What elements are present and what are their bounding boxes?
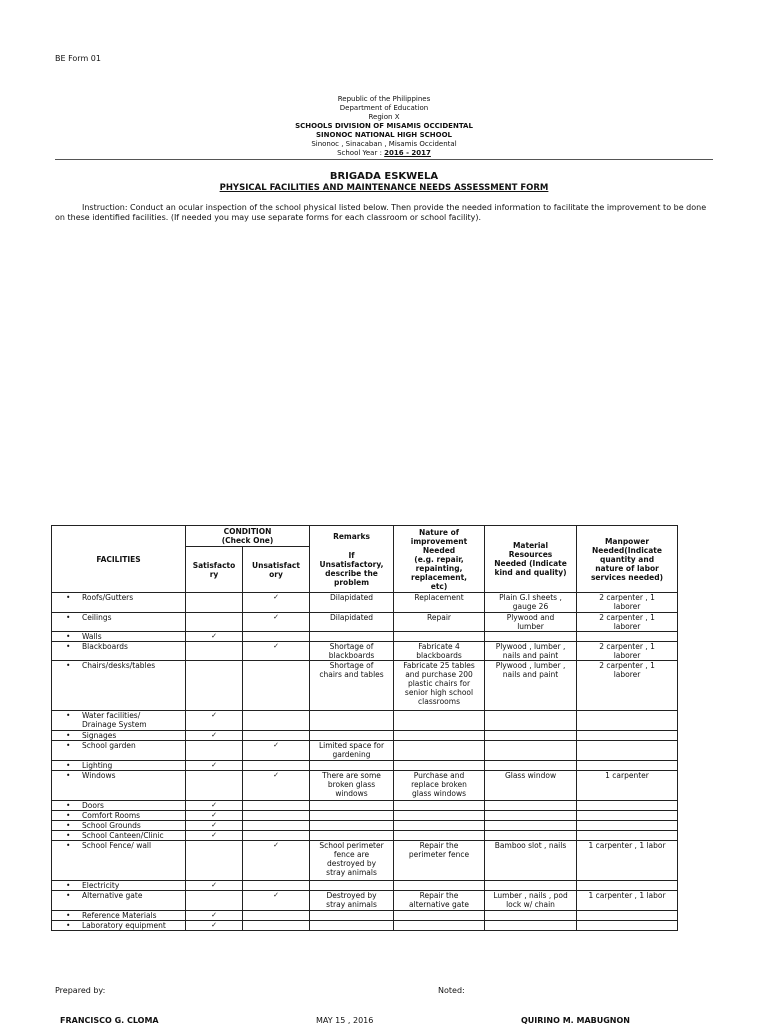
material-cell: Plain G.I sheets , gauge 26	[485, 593, 577, 613]
satisfactory-cell	[186, 891, 243, 911]
facility-label: Laboratory equipment	[82, 921, 166, 930]
unsatisfactory-cell	[243, 821, 310, 831]
material-cell	[485, 811, 577, 821]
facility-label: Windows	[82, 771, 116, 780]
table-row	[52, 921, 678, 931]
table-row	[52, 741, 678, 761]
table-row	[52, 811, 678, 821]
unsatisfactory-cell: ✓	[243, 613, 310, 632]
satisfactory-cell: ✓	[186, 921, 243, 931]
satisfactory-cell: ✓	[186, 811, 243, 821]
facility-cell	[52, 593, 186, 613]
table-row	[52, 881, 678, 891]
nature-cell	[394, 831, 485, 841]
facility-label: Electricity	[82, 881, 120, 890]
remarks-cell: Destroyed by stray animals	[310, 891, 394, 911]
bullet-icon: •	[66, 661, 71, 670]
material-cell	[485, 831, 577, 841]
manpower-cell: 2 carpenter , 1 laborer	[577, 642, 678, 661]
manpower-cell	[577, 761, 678, 771]
facility-cell	[52, 881, 186, 891]
remarks-cell	[310, 711, 394, 731]
unsatisfactory-cell	[243, 811, 310, 821]
material-cell: Plywood , lumber , nails and paint	[485, 661, 577, 711]
unsatisfactory-cell	[243, 761, 310, 771]
facility-label: Lighting	[82, 761, 113, 770]
material-cell	[485, 801, 577, 811]
remarks-cell: There are some broken glass windows	[310, 771, 394, 801]
remarks-cell: Dilapidated	[310, 613, 394, 632]
remarks-cell	[310, 821, 394, 831]
bullet-icon: •	[66, 891, 71, 900]
manpower-cell	[577, 921, 678, 931]
facility-cell	[52, 613, 186, 632]
bullet-icon: •	[66, 632, 71, 641]
letterhead-address: Sinonoc , Sinacaban , Misamis Occidental	[311, 140, 457, 148]
facility-label: Blackboards	[82, 642, 128, 651]
facility-cell	[52, 841, 186, 881]
satisfactory-cell	[186, 593, 243, 613]
satisfactory-cell: ✓	[186, 711, 243, 731]
satisfactory-cell	[186, 841, 243, 881]
bullet-icon: •	[66, 841, 71, 850]
satisfactory-cell	[186, 642, 243, 661]
bullet-icon: •	[66, 821, 71, 830]
facility-cell	[52, 911, 186, 921]
manpower-cell	[577, 801, 678, 811]
remarks-cell	[310, 761, 394, 771]
facility-label: School garden	[82, 741, 136, 750]
bullet-icon: •	[66, 593, 71, 602]
bullet-icon: •	[66, 642, 71, 651]
table-row	[52, 711, 678, 731]
remarks-cell: Shortage of chairs and tables	[310, 661, 394, 711]
letterhead-region: Region X	[368, 113, 400, 121]
unsatisfactory-cell: ✓	[243, 891, 310, 911]
facility-cell	[52, 821, 186, 831]
satisfactory-cell: ✓	[186, 911, 243, 921]
manpower-cell: 2 carpenter , 1 laborer	[577, 661, 678, 711]
bullet-icon: •	[66, 811, 71, 820]
remarks-cell	[310, 801, 394, 811]
nature-cell	[394, 711, 485, 731]
school-year-value: 2016 - 2017	[384, 149, 431, 157]
bullet-icon: •	[66, 801, 71, 810]
remarks-cell	[310, 731, 394, 741]
nature-cell: Repair the perimeter fence	[394, 841, 485, 881]
facility-cell	[52, 891, 186, 911]
table-row	[52, 801, 678, 811]
facility-label: School Canteen/Clinic	[82, 831, 164, 840]
form-subtitle: PHYSICAL FACILITIES AND MAINTENANCE NEEDS ASSESSMENT FORM	[219, 183, 549, 193]
school-year-label: School Year :	[337, 149, 382, 157]
satisfactory-cell: ✓	[186, 761, 243, 771]
instruction-body: Instruction: Conduct an ocular inspection of the school physical listed below. Then provide the needed information to facilitate the improvement to be done on these identified facilities. (If needed you may use separate forms for each classroom or school facility).	[55, 203, 707, 222]
header-condition: CONDITION (Check One)	[186, 526, 310, 547]
table-row	[52, 613, 678, 632]
remarks-cell: Shortage of blackboards	[310, 642, 394, 661]
prepared-date: MAY 15 , 2016	[316, 1016, 374, 1025]
remarks-cell	[310, 911, 394, 921]
header-satisfactory: Satisfacto ry	[186, 547, 243, 593]
table-row	[52, 761, 678, 771]
bullet-icon: •	[66, 771, 71, 780]
material-cell	[485, 921, 577, 931]
table-row	[52, 661, 678, 711]
satisfactory-cell: ✓	[186, 821, 243, 831]
preparer-name: FRANCISCO G. CLOMA	[60, 1016, 159, 1025]
satisfactory-cell: ✓	[186, 801, 243, 811]
nature-cell	[394, 821, 485, 831]
form-title: BRIGADA ESKWELA	[329, 171, 439, 182]
letterhead-department: Department of Education	[339, 104, 429, 112]
header-material: Material Resources Needed (Indicate kind and quality)	[485, 526, 577, 593]
material-cell	[485, 741, 577, 761]
letterhead	[0, 95, 768, 158]
satisfactory-cell	[186, 661, 243, 711]
material-cell	[485, 821, 577, 831]
bullet-icon: •	[66, 911, 71, 920]
facility-cell	[52, 771, 186, 801]
material-cell: Lumber , nails , pod lock w/ chain	[485, 891, 577, 911]
satisfactory-cell	[186, 613, 243, 632]
noted-label: Noted:	[438, 986, 465, 995]
header-manpower: Manpower Needed(Indicate quantity and nature of labor services needed)	[577, 526, 678, 593]
remarks-cell	[310, 831, 394, 841]
nature-cell	[394, 632, 485, 642]
unsatisfactory-cell	[243, 731, 310, 741]
header-unsatisfactory: Unsatisfact ory	[243, 547, 310, 593]
table-row	[52, 632, 678, 642]
nature-cell: Fabricate 25 tables and purchase 200 plastic chairs for senior high school classrooms	[394, 661, 485, 711]
facility-label: Comfort Rooms	[82, 811, 141, 820]
facility-cell	[52, 811, 186, 821]
satisfactory-cell	[186, 771, 243, 801]
table-row	[52, 841, 678, 881]
nature-cell	[394, 881, 485, 891]
remarks-cell: Limited space for gardening	[310, 741, 394, 761]
table-row	[52, 731, 678, 741]
manpower-cell	[577, 821, 678, 831]
letterhead-country: Republic of the Philippines	[337, 95, 431, 103]
facility-cell	[52, 801, 186, 811]
remarks-cell: Dilapidated	[310, 593, 394, 613]
nature-cell	[394, 731, 485, 741]
table-row	[52, 593, 678, 613]
nature-cell: Repair the alternative gate	[394, 891, 485, 911]
unsatisfactory-cell: ✓	[243, 771, 310, 801]
form-code: BE Form 01	[55, 54, 101, 63]
manpower-cell	[577, 741, 678, 761]
satisfactory-cell: ✓	[186, 632, 243, 642]
facility-label: Walls	[82, 632, 102, 641]
nature-cell: Fabricate 4 blackboards	[394, 642, 485, 661]
nature-cell: Repair	[394, 613, 485, 632]
header-divider	[55, 159, 713, 160]
material-cell	[485, 881, 577, 891]
nature-cell: Replacement	[394, 593, 485, 613]
manpower-cell: 2 carpenter , 1 laborer	[577, 593, 678, 613]
unsatisfactory-cell	[243, 911, 310, 921]
bullet-icon: •	[66, 881, 71, 890]
manpower-cell	[577, 711, 678, 731]
manpower-cell: 2 carpenter , 1 laborer	[577, 613, 678, 632]
remarks-cell	[310, 921, 394, 931]
nature-cell	[394, 911, 485, 921]
manpower-cell	[577, 911, 678, 921]
table-row	[52, 911, 678, 921]
material-cell	[485, 731, 577, 741]
bullet-icon: •	[66, 761, 71, 770]
unsatisfactory-cell: ✓	[243, 642, 310, 661]
facility-cell	[52, 661, 186, 711]
table-row	[52, 821, 678, 831]
bullet-icon: •	[66, 731, 71, 740]
unsatisfactory-cell	[243, 921, 310, 931]
facility-label: Doors	[82, 801, 104, 810]
facility-label: Water facilities/ Drainage System	[82, 711, 147, 729]
material-cell	[485, 911, 577, 921]
assessment-table	[51, 525, 678, 931]
table-row	[52, 771, 678, 801]
facility-cell	[52, 731, 186, 741]
bullet-icon: •	[66, 613, 71, 622]
table-row	[52, 642, 678, 661]
manpower-cell	[577, 881, 678, 891]
facility-label: Ceilings	[82, 613, 112, 622]
noter-name: QUIRINO M. MABUGNON	[521, 1016, 630, 1025]
material-cell: Bamboo slot , nails	[485, 841, 577, 881]
manpower-cell: 1 carpenter , 1 labor	[577, 841, 678, 881]
facility-label: School Fence/ wall	[82, 841, 152, 850]
nature-cell: Purchase and replace broken glass windows	[394, 771, 485, 801]
facility-cell	[52, 632, 186, 642]
nature-cell	[394, 741, 485, 761]
facility-cell	[52, 741, 186, 761]
remarks-cell	[310, 632, 394, 642]
header-remarks-sub: If Unsatisfactory, describe the problem	[310, 547, 394, 593]
satisfactory-cell: ✓	[186, 831, 243, 841]
table-row	[52, 831, 678, 841]
bullet-icon: •	[66, 831, 71, 840]
facility-cell	[52, 711, 186, 731]
bullet-icon: •	[66, 741, 71, 750]
bullet-icon: •	[66, 711, 71, 720]
prepared-by-label: Prepared by:	[55, 986, 106, 995]
header-facilities: FACILITIES	[52, 526, 186, 593]
unsatisfactory-cell: ✓	[243, 741, 310, 761]
nature-cell	[394, 921, 485, 931]
facility-cell	[52, 831, 186, 841]
unsatisfactory-cell	[243, 831, 310, 841]
material-cell: Glass window	[485, 771, 577, 801]
nature-cell	[394, 801, 485, 811]
manpower-cell	[577, 811, 678, 821]
material-cell: Plywood , lumber , nails and paint	[485, 642, 577, 661]
satisfactory-cell: ✓	[186, 881, 243, 891]
unsatisfactory-cell	[243, 881, 310, 891]
facility-label: Signages	[82, 731, 117, 740]
remarks-cell	[310, 811, 394, 821]
manpower-cell: 1 carpenter , 1 labor	[577, 891, 678, 911]
material-cell: Plywood and lumber	[485, 613, 577, 632]
header-nature: Nature of improvement Needed (e.g. repair, repainting, replacement, etc)	[394, 526, 485, 593]
header-remarks: Remarks	[310, 526, 394, 547]
unsatisfactory-cell	[243, 632, 310, 642]
unsatisfactory-cell: ✓	[243, 593, 310, 613]
unsatisfactory-cell: ✓	[243, 841, 310, 881]
bullet-icon: •	[66, 921, 71, 930]
facility-label: Reference Materials	[82, 911, 157, 920]
facility-label: Roofs/Gutters	[82, 593, 134, 602]
nature-cell	[394, 761, 485, 771]
material-cell	[485, 711, 577, 731]
facility-label: School Grounds	[82, 821, 141, 830]
manpower-cell	[577, 831, 678, 841]
material-cell	[485, 761, 577, 771]
unsatisfactory-cell	[243, 711, 310, 731]
material-cell	[485, 632, 577, 642]
nature-cell	[394, 811, 485, 821]
manpower-cell: 1 carpenter	[577, 771, 678, 801]
manpower-cell	[577, 632, 678, 642]
satisfactory-cell: ✓	[186, 731, 243, 741]
instruction-text	[55, 203, 715, 223]
unsatisfactory-cell	[243, 801, 310, 811]
table-row	[52, 891, 678, 911]
facility-label: Chairs/desks/tables	[82, 661, 156, 670]
satisfactory-cell	[186, 741, 243, 761]
letterhead-school: SINONOC NATIONAL HIGH SCHOOL	[316, 131, 452, 139]
remarks-cell: School perimeter fence are destroyed by stray animals	[310, 841, 394, 881]
facility-cell	[52, 761, 186, 771]
letterhead-division: SCHOOLS DIVISION OF MISAMIS OCCIDENTAL	[295, 122, 473, 130]
facility-label: Alternative gate	[82, 891, 143, 900]
facility-cell	[52, 921, 186, 931]
manpower-cell	[577, 731, 678, 741]
remarks-cell	[310, 881, 394, 891]
facility-cell	[52, 642, 186, 661]
unsatisfactory-cell	[243, 661, 310, 711]
letterhead-school-year	[0, 149, 768, 158]
